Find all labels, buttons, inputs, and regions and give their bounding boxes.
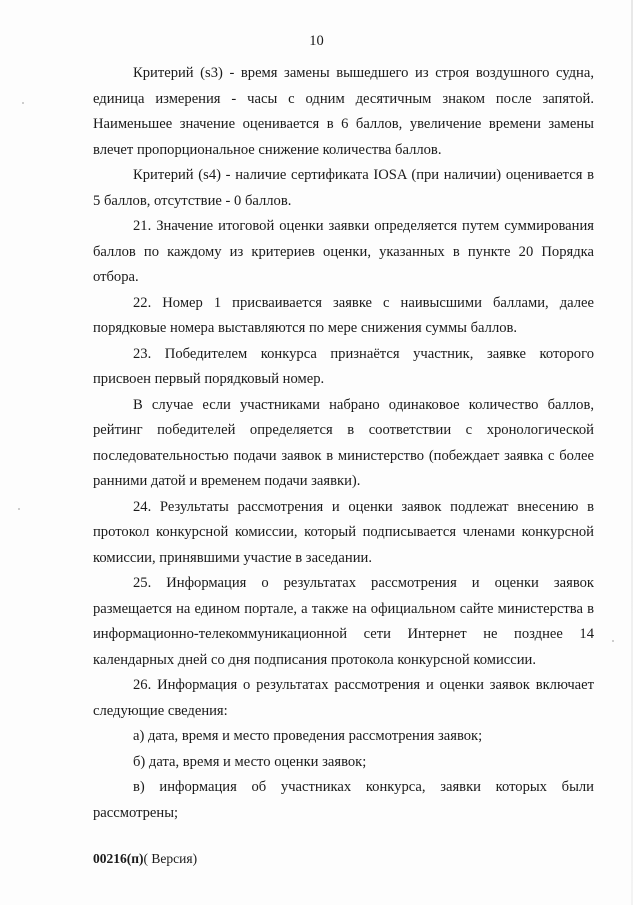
document-version: ( Версия): [143, 851, 198, 866]
document-footer: [93, 851, 197, 867]
document-body: [93, 61, 594, 826]
paragraph-criterion-s4: Критерий (s4) - наличие сертификата IOSA (при наличии) оценивается в 5 баллов, отсутствие - 0 баллов.: [93, 167, 594, 209]
list-item-b: б) дата, время и место оценки заявок;: [133, 753, 367, 770]
paragraph-23: 23. Победителем конкурса признаётся участник, заявке которого присвоен первый порядковый номер.: [93, 345, 594, 387]
document-code: 00216(п): [93, 851, 144, 866]
scan-speck: [18, 508, 20, 510]
list-item-a: а) дата, время и место проведения рассмотрения заявок;: [133, 728, 483, 744]
page-number: 10: [309, 33, 324, 49]
list-item-v: в) информация об участниках конкурса, заявки которых были рассмотрены;: [93, 779, 594, 821]
paragraph-25: 25. Информация о результатах рассмотрения и оценки заявок размещается на едином портале, а также на официальном сайте министерства в информационно-телекоммуникационной сети Интернет не позднее 14 календарных дней со дня подписания протокола конкурсной комиссии.: [93, 575, 594, 668]
paragraph-24: 24. Результаты рассмотрения и оценки заявок подлежат внесению в протокол конкурсной комиссии, который подписывается членами конкурсной комиссии, принявшими участие в заседании.: [93, 498, 594, 566]
paragraph-26: 26. Информация о результатах рассмотрения и оценки заявок включает следующие сведения:: [93, 677, 594, 719]
scan-speck: [22, 102, 24, 104]
paragraph-tie-rule: В случае если участниками набрано одинаковое количество баллов, рейтинг победителей определяется в соответствии с хронологической последовательностью подачи заявок в министерство (побеждает заявка с более ранними датой и временем подачи заявки).: [93, 396, 594, 489]
paragraph-criterion-s3: Критерий (s3) - время замены вышедшего из строя воздушного судна, единица измерения - часы с одним десятичным знаком после запятой. Наименьшее значение оценивается в 6 баллов, увеличение времени замены влечет пропорциональное снижение количества баллов.: [93, 65, 594, 158]
scan-speck: [612, 640, 614, 642]
paragraph-22: 22. Номер 1 присваивается заявке с наивысшими баллами, далее порядковые номера выставляются по мере снижения суммы баллов.: [93, 294, 594, 336]
paragraph-21: 21. Значение итоговой оценки заявки определяется путем суммирования баллов по каждому из критериев оценки, указанных в пункте 20 Порядка отбора.: [93, 218, 594, 285]
